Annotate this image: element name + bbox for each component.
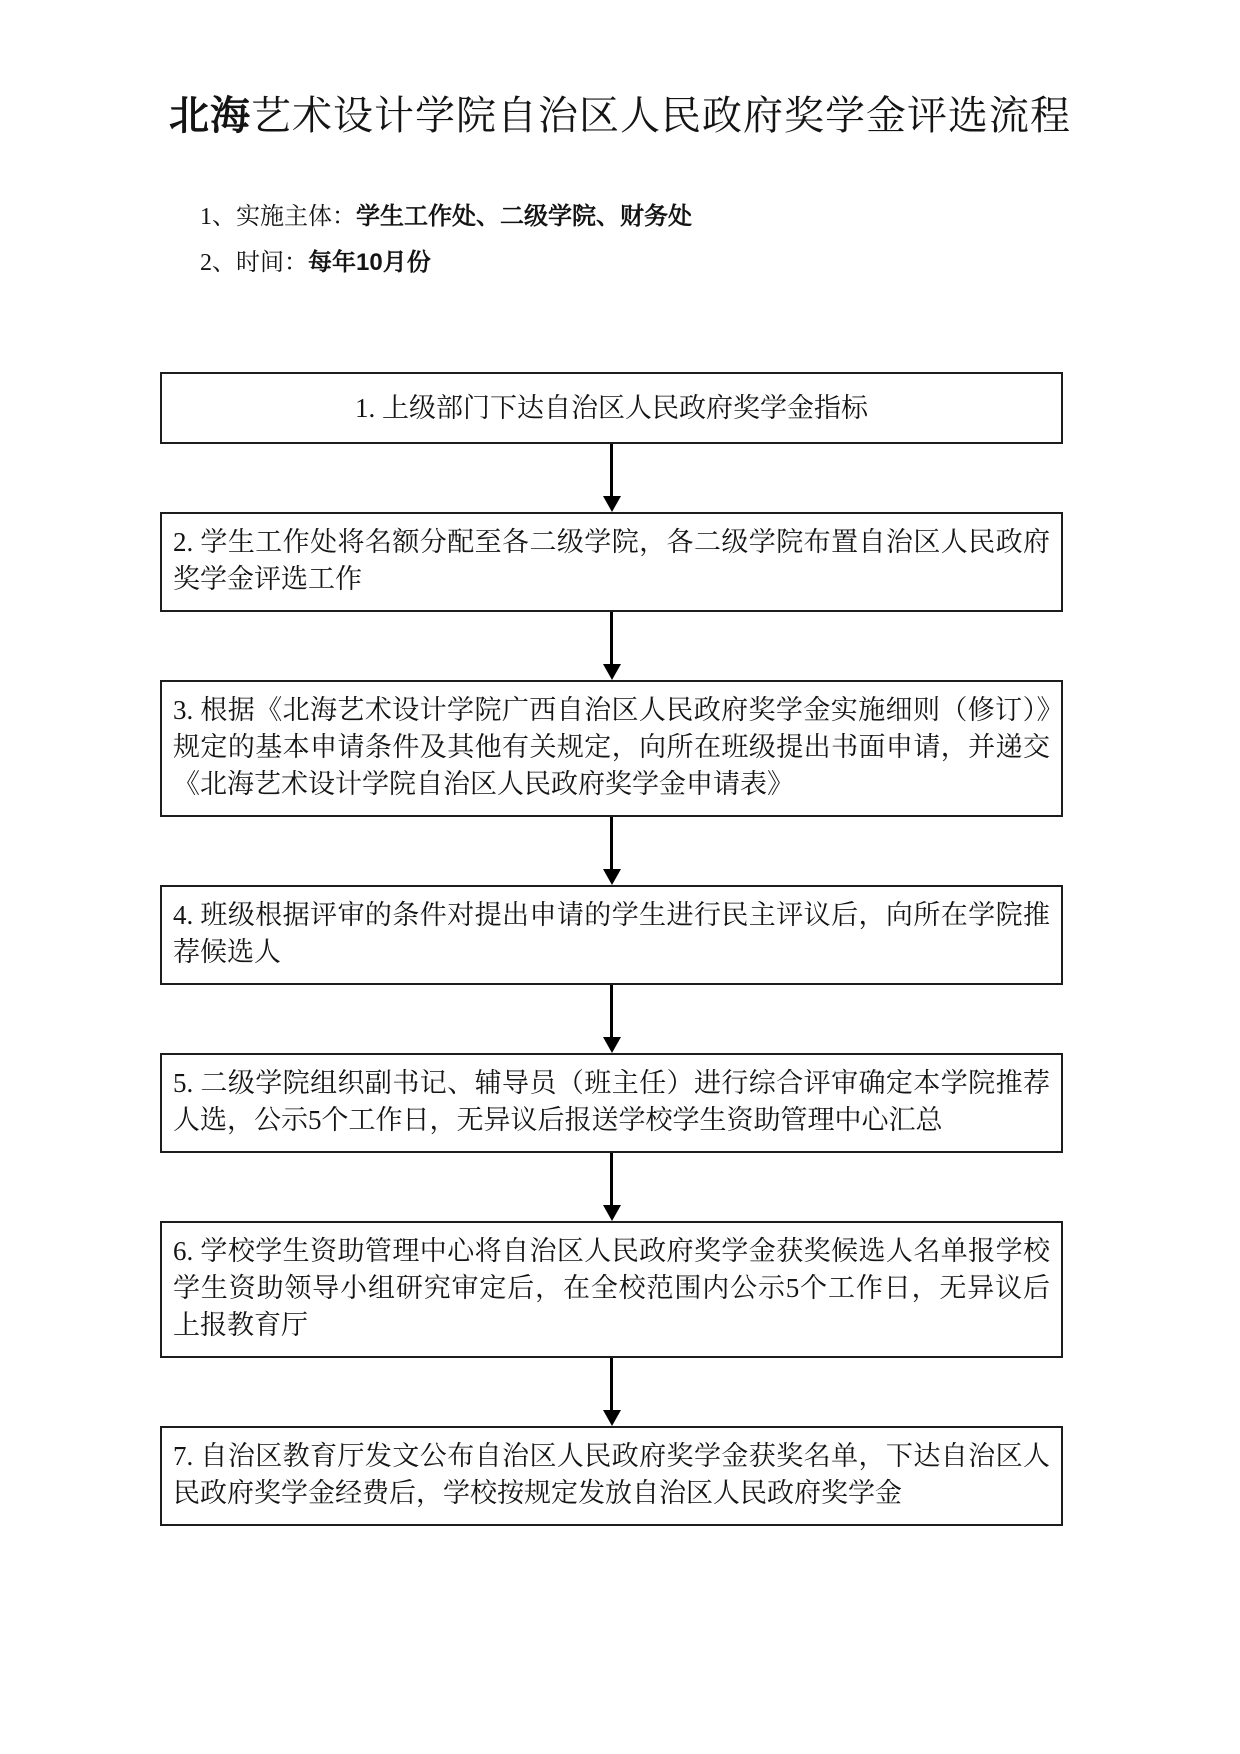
flow-step-7 xyxy=(160,1426,1063,1526)
flow-step-4 xyxy=(160,885,1063,985)
flow-step-1-text: 1. 上级部门下达自治区人民政府奖学金指标 xyxy=(355,392,868,423)
flow-step-6-text: 6. 学校学生资助管理中心将自治区人民政府奖学金获奖候选人名单报学校学生资助领导小组研究审定后，在全校范围内公示5个工作日，无异议后上报教育厅 xyxy=(173,1236,1050,1340)
flow-step-6 xyxy=(160,1221,1063,1358)
flow-step-3-text: 3. 根据《北海艺术设计学院广西自治区人民政府奖学金实施细则（修订）》规定的基本申请条件及其他有关规定，向所在班级提出书面申请，并递交《北海艺术设计学院自治区人民政府奖学金申请表》 xyxy=(173,695,1050,799)
intro-item-label: 实施主体： xyxy=(236,204,356,230)
title-bold-part: 北海 xyxy=(169,94,251,138)
flow-step-2-text: 2. 学生工作处将名额分配至各二级学院，各二级学院布置自治区人民政府奖学金评选工作 xyxy=(173,527,1050,594)
flowchart xyxy=(160,372,1063,1526)
arrow-down-icon xyxy=(603,664,621,680)
intro-item-value: 每年10月份 xyxy=(308,249,431,276)
arrow-line xyxy=(610,444,613,496)
arrow-down-icon xyxy=(603,1037,621,1053)
flow-step-7-text: 7. 自治区教育厅发文公布自治区人民政府奖学金获奖名单，下达自治区人民政府奖学金经费后，学校按规定发放自治区人民政府奖学金 xyxy=(173,1441,1050,1508)
arrow-down-icon xyxy=(603,869,621,885)
intro-item-time xyxy=(200,248,1240,278)
flow-step-5-text: 5. 二级学院组织副书记、辅导员（班主任）进行综合评审确定本学院推荐人选，公示5个工作日，无异议后报送学校学生资助管理中心汇总 xyxy=(173,1068,1050,1135)
flow-step-1 xyxy=(160,372,1063,444)
arrow-line xyxy=(610,1358,613,1410)
intro-list xyxy=(200,202,1240,278)
arrow-line xyxy=(610,612,613,664)
flow-arrow-5 xyxy=(160,1153,1063,1221)
arrow-line xyxy=(610,1153,613,1205)
flow-step-3 xyxy=(160,680,1063,817)
arrow-down-icon xyxy=(603,496,621,512)
title-normal-part: 艺术设计学院自治区人民政府奖学金评选流程 xyxy=(251,93,1071,138)
flow-arrow-3 xyxy=(160,817,1063,885)
intro-item-number: 1、 xyxy=(200,204,236,230)
flow-arrow-4 xyxy=(160,985,1063,1053)
flow-step-2 xyxy=(160,512,1063,612)
arrow-down-icon xyxy=(603,1205,621,1221)
arrow-down-icon xyxy=(603,1410,621,1426)
intro-item-value: 学生工作处、二级学院、财务处 xyxy=(356,203,692,230)
flow-arrow-2 xyxy=(160,612,1063,680)
arrow-line xyxy=(610,985,613,1037)
arrow-line xyxy=(610,817,613,869)
flow-step-4-text: 4. 班级根据评审的条件对提出申请的学生进行民主评议后，向所在学院推荐候选人 xyxy=(173,900,1050,967)
page-title xyxy=(40,92,1200,140)
flow-step-5 xyxy=(160,1053,1063,1153)
flow-arrow-6 xyxy=(160,1358,1063,1426)
flow-arrow-1 xyxy=(160,444,1063,512)
intro-item-label: 时间： xyxy=(236,250,308,276)
intro-item-number: 2、 xyxy=(200,250,236,276)
intro-item-implementers xyxy=(200,202,1240,232)
